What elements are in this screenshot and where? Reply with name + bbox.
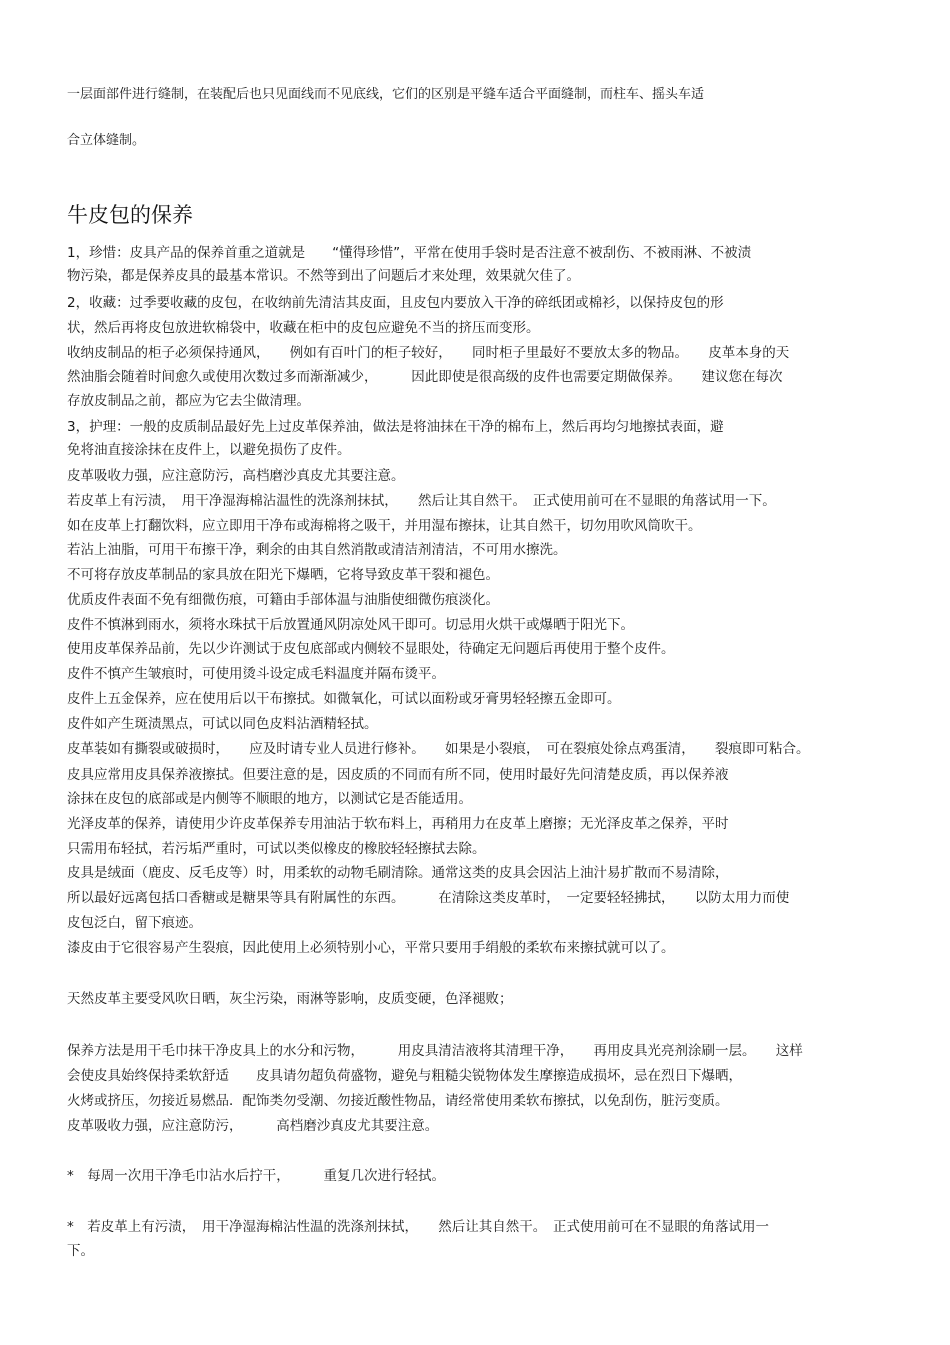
- paragraph-line: 皮具应常用皮具保养液擦拭。但要注意的是，因皮质的不同而有所不同，使用时最好先问清楚皮质，再以保养液: [67, 767, 729, 783]
- paragraph-line: 3，护理：一般的皮质制品最好先上过皮革保养油，做法是将油抹在干净的棉布上，然后再均匀地擦拭表面，避: [67, 419, 724, 435]
- paragraph-line: 皮件不慎淋到雨水，须将水珠拭干后放置通风阴凉处风干即可。切忌用火烘干或爆晒于阳光下。: [67, 617, 634, 633]
- paragraph-line: 免将油直接涂抹在皮件上，以避免损伤了皮件。: [67, 442, 351, 458]
- paragraph-line: 下。: [67, 1243, 94, 1259]
- paragraph-line: 使用皮革保养品前，先以少许测试于皮包底部或内侧较不显眼处，待确定无问题后再使用于整个皮件。: [67, 641, 675, 657]
- paragraph-line: 然油脂会随着时间愈久或使用次数过多而渐渐减少， 因此即使是很高级的皮件也需要定期做保养。 建议您在每次: [67, 369, 783, 385]
- paragraph-line: 若皮革上有污渍， 用干净湿海棉沾温性的洗涤剂抹拭， 然后让其自然干。 正式使用前可在不显眼的角落试用一下。: [67, 493, 776, 509]
- paragraph-line: 保养方法是用干毛巾抹干净皮具上的水分和污物， 用皮具清洁液将其清理干净， 再用皮具光亮剂涂刷一层。 这样: [67, 1043, 803, 1059]
- paragraph-line: 状，然后再将皮包放进软棉袋中，收藏在柜中的皮包应避免不当的挤压而变形。: [67, 320, 540, 336]
- paragraph-line: 皮革吸收力强，应注意防污，高档磨沙真皮尤其要注意。: [67, 468, 405, 484]
- paragraph-line: 优质皮件表面不免有细微伤痕，可籍由手部体温与油脂使细微伤痕淡化。: [67, 592, 499, 608]
- paragraph-line: 物污染，都是保养皮具的最基本常识。不然等到出了问题后才来处理，效果就欠佳了。: [67, 268, 580, 284]
- paragraph-line: 皮包泛白，留下痕迹。: [67, 915, 202, 931]
- intro-line-2: 合立体缝制。: [67, 133, 146, 148]
- paragraph-line: 如在皮革上打翻饮料，应立即用干净布或海棉将之吸干，并用湿布擦抹，让其自然干，切勿用吹风筒吹干。: [67, 518, 702, 534]
- paragraph-line: 皮件如产生斑渍黑点，可试以同色皮料沾酒精轻拭。: [67, 716, 378, 732]
- paragraph-line: 涂抹在皮包的底部或是内侧等不顺眼的地方，以测试它是否能适用。: [67, 791, 472, 807]
- paragraph-line: 皮具是绒面（鹿皮、反毛皮等）时，用柔软的动物毛刷清除。通常这类的皮具会因沾上油汁易扩散而不易清除，: [67, 865, 729, 881]
- paragraph-line: 收纳皮制品的柜子必须保持通风， 例如有百叶门的柜子较好， 同时柜子里最好不要放太多的物品。 皮革本身的天: [67, 345, 790, 361]
- paragraph-line: 皮革装如有撕裂或破损时， 应及时请专业人员进行修补。 如果是小裂痕， 可在裂痕处徐点鸡蛋清， 裂痕即可粘合。: [67, 741, 810, 757]
- paragraph-line: 皮革吸收力强，应注意防污， 高档磨沙真皮尤其要注意。: [67, 1118, 439, 1134]
- paragraph-line: 漆皮由于它很容易产生裂痕，因此使用上必须特别小心，平常只要用手绢般的柔软布来擦拭就可以了。: [67, 940, 675, 956]
- bullet-item: * 若皮革上有污渍， 用干净湿海棉沾性温的洗涤剂抹拭， 然后让其自然干。 正式使用前可在不显眼的角落试用一: [67, 1219, 769, 1235]
- paragraph-line: 所以最好远离包括口香糖或是糖果等具有附属性的东西。 在清除这类皮革时， 一定要轻轻拂拭， 以防太用力而使: [67, 890, 790, 906]
- paragraph-line: 不可将存放皮革制品的家具放在阳光下爆晒，它将导致皮革干裂和褪色。: [67, 567, 499, 583]
- paragraph-line: 2，收藏：过季要收藏的皮包，在收纳前先清洁其皮面，且皮包内要放入干净的碎纸团或棉衫，以保持皮包的形: [67, 295, 724, 311]
- paragraph-line: 只需用布轻拭，若污垢严重时，可试以类似橡皮的橡胶轻轻擦拭去除。: [67, 841, 486, 857]
- paragraph-line: 皮件上五金保养，应在使用后以干布擦拭。如微氧化，可试以面粉或牙膏男轻轻擦五金即可。: [67, 691, 621, 707]
- paragraph-line: 火烤或挤压，勿接近易燃品．配饰类勿受潮、勿接近酸性物品，请经常使用柔软布擦拭，以免刮伤，脏污变质。: [67, 1093, 729, 1109]
- intro-line-1: 一层面部件进行缝制，在装配后也只见面线而不见底线，它们的区别是平缝车适合平面缝制，而柱车、摇头车适: [67, 87, 705, 102]
- paragraph-line: 光泽皮革的保养，请使用少许皮革保养专用油沾于软布料上，再稍用力在皮革上磨擦；无光泽皮革之保养，平时: [67, 816, 729, 832]
- bullet-item: * 每周一次用干净毛巾沾水后拧干， 重复几次进行轻拭。: [67, 1168, 445, 1184]
- paragraph-line: 皮件不慎产生皱痕时，可使用烫斗设定成毛料温度并隔布烫平。: [67, 666, 445, 682]
- paragraph-line: 存放皮制品之前，都应为它去尘做清理。: [67, 393, 310, 409]
- paragraph-line: 1，珍惜：皮具产品的保养首重之道就是 “懂得珍惜”，平常在使用手袋时是否注意不被刮伤、不被雨淋、不被渍: [67, 245, 752, 261]
- paragraph-line: 会使皮具始终保持柔软舒适 皮具请勿超负荷盛物，避免与粗糙尖锐物体发生摩擦造成损坏，忌在烈日下爆晒，: [67, 1068, 742, 1084]
- paragraph-line: 天然皮革主要受风吹日晒，灰尘污染，雨淋等影响，皮质变硬，色泽褪败；: [67, 991, 513, 1007]
- paragraph-line: 若沾上油脂，可用干布擦干净，剩余的由其自然消散或清洁剂清洁，不可用水擦洗。: [67, 542, 567, 558]
- section-title: 牛皮包的保养: [67, 203, 193, 227]
